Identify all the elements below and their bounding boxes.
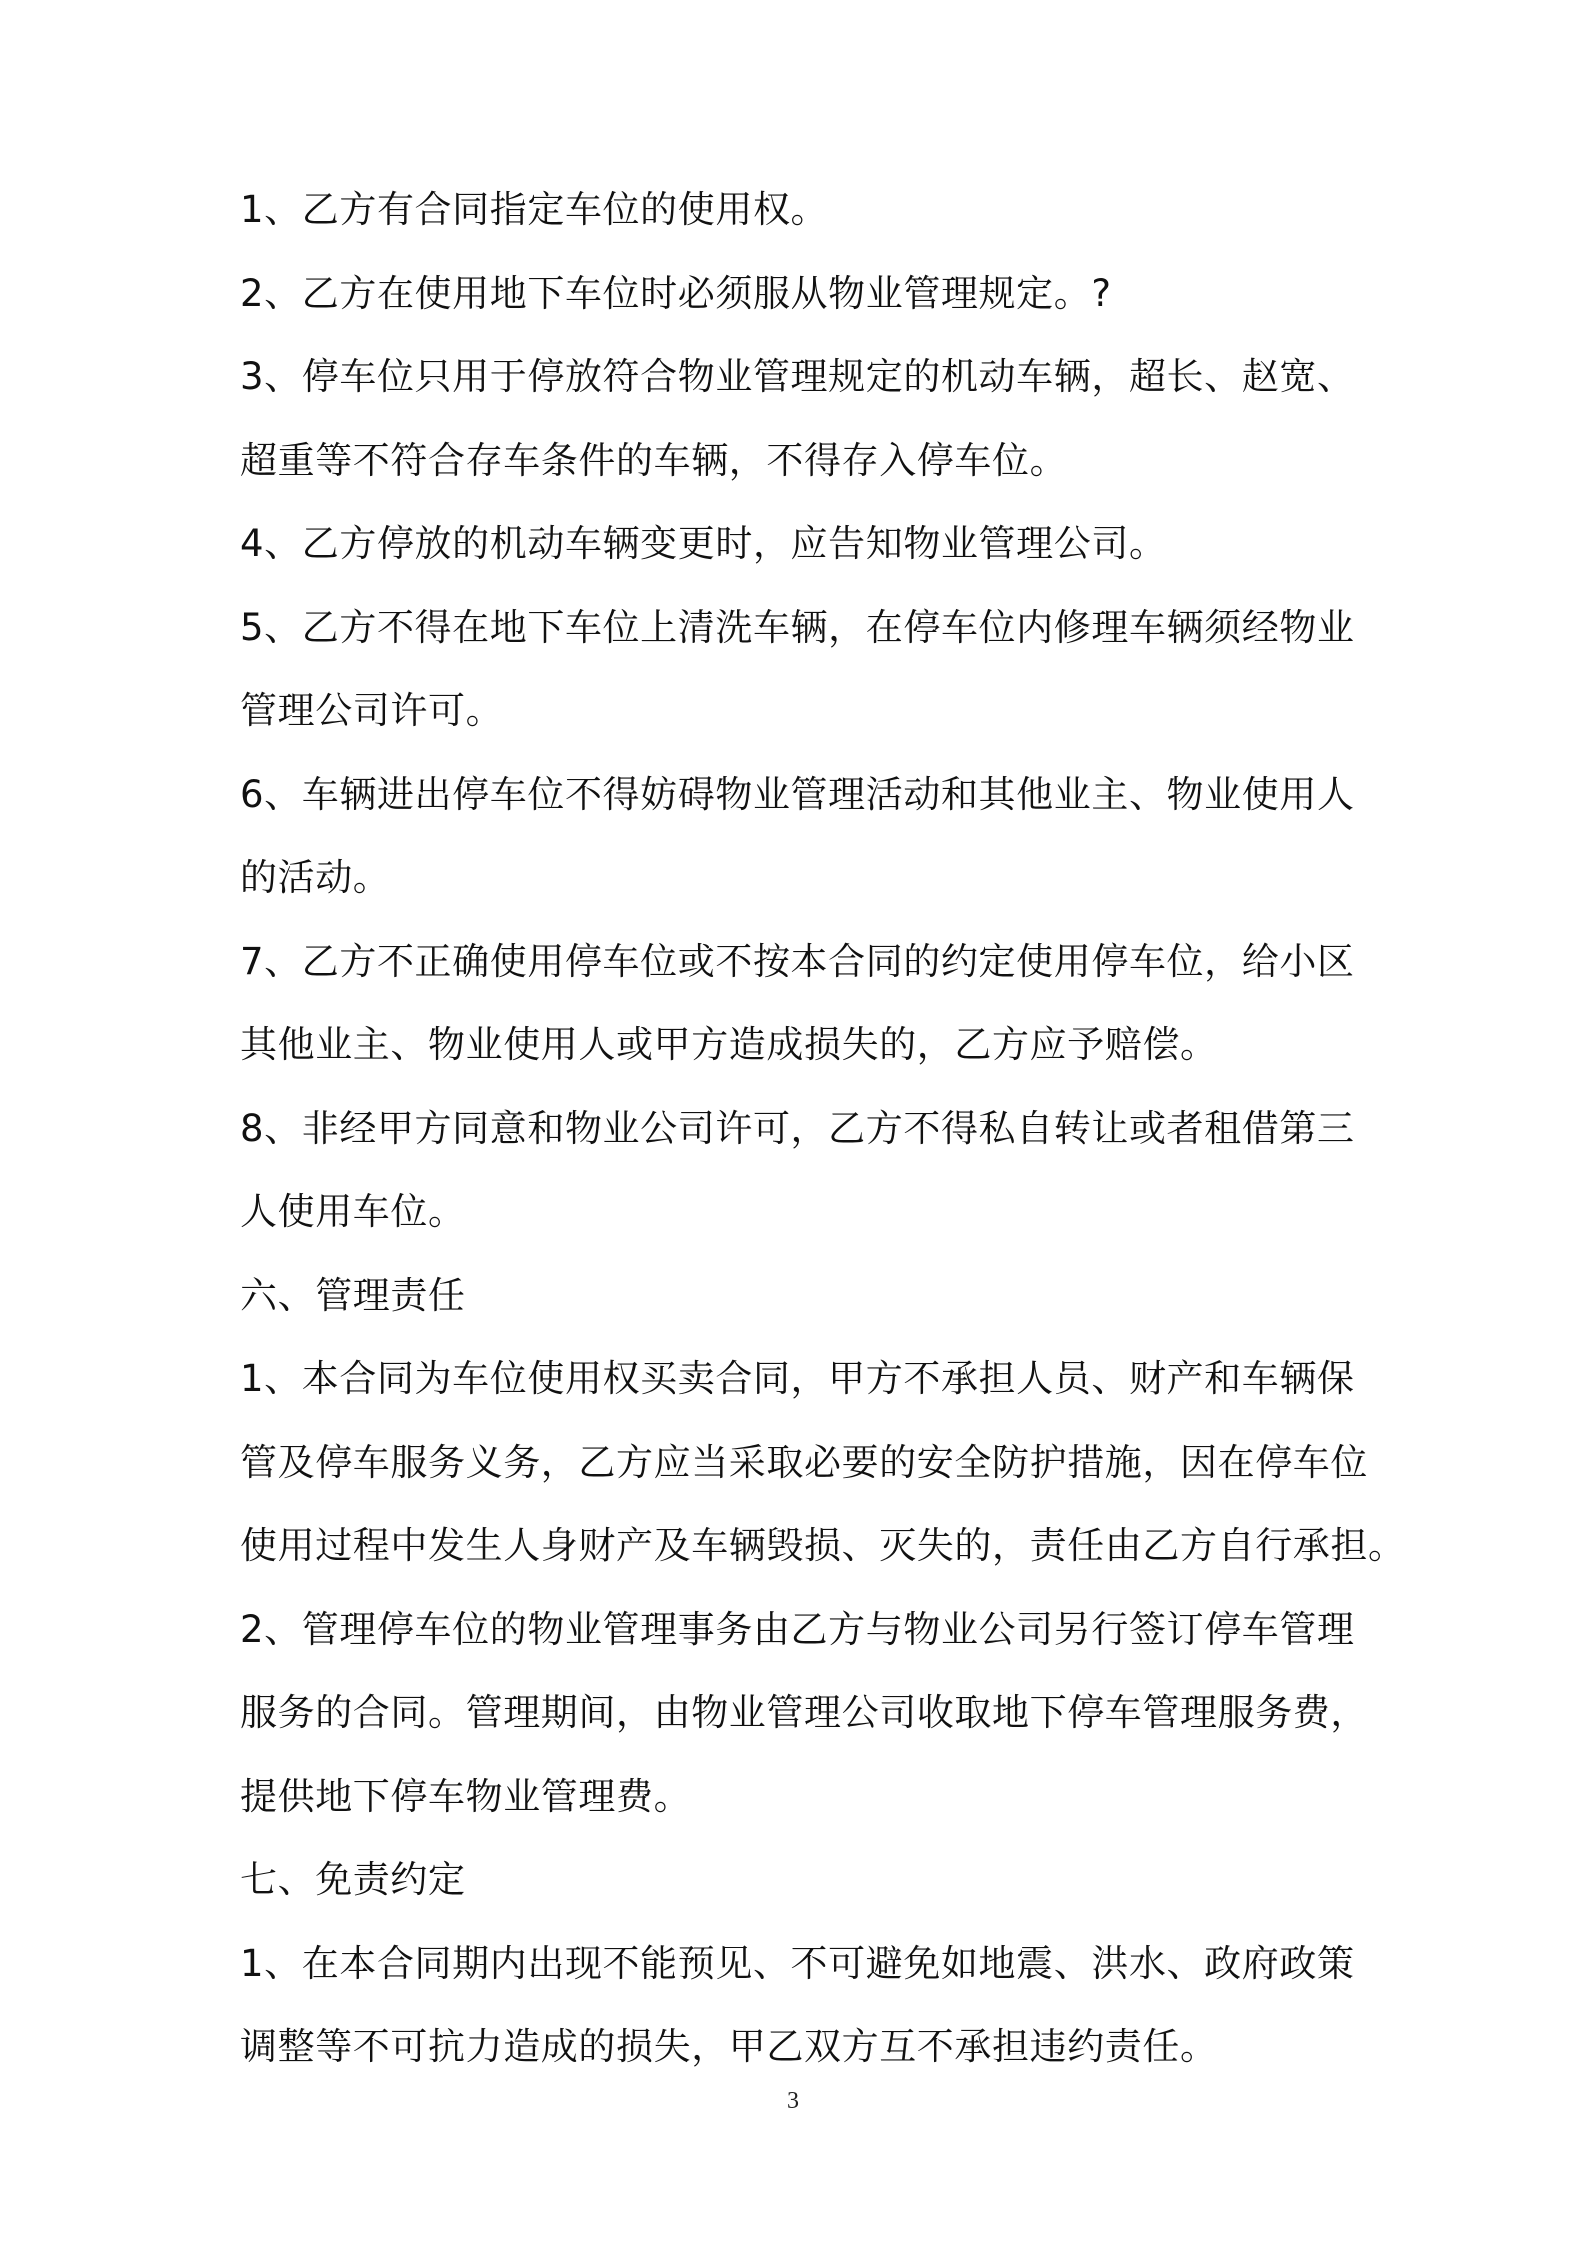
- text-line: 提供地下停车物业管理费。: [240, 1774, 692, 1818]
- page-number: 3: [787, 2088, 799, 2114]
- text-line: 2、乙方在使用地下车位时必须服从物业管理规定。?: [240, 271, 1112, 315]
- text-line: 服务的合同。管理期间，由物业管理公司收取地下停车管理服务费，: [240, 1691, 1368, 1734]
- text-line: 使用过程中发生人身财产及车辆毁损、灭失的，责任由乙方自行承担。: [240, 1524, 1406, 1567]
- text-line: 人使用车位。: [240, 1190, 466, 1233]
- text-line: 5、乙方不得在地下车位上清洗车辆，在停车位内修理车辆须经物业: [240, 605, 1355, 649]
- text-line: 1、本合同为车位使用权买卖合同，甲方不承担人员、财产和车辆保: [240, 1357, 1355, 1400]
- text-line: 7、乙方不正确使用停车位或不按本合同的约定使用停车位，给小区: [240, 939, 1355, 983]
- section-heading: 六、管理责任: [240, 1273, 466, 1317]
- text-line: 8、非经甲方同意和物业公司许可，乙方不得私自转让或者租借第三: [240, 1106, 1355, 1150]
- text-line: 管及停车服务义务，乙方应当采取必要的安全防护措施，因在停车位: [240, 1440, 1368, 1484]
- document-body: [240, 168, 1406, 2089]
- text-line: 管理公司许可。: [240, 689, 504, 732]
- text-line: 调整等不可抗力造成的损失，甲乙双方互不承担违约责任。: [240, 2025, 1218, 2068]
- text-line: 1、乙方有合同指定车位的使用权。: [240, 188, 829, 231]
- text-line: 4、乙方停放的机动车辆变更时，应告知物业管理公司。: [240, 522, 1167, 565]
- text-line: 的活动。: [240, 856, 391, 899]
- text-line: 3、停车位只用于停放符合物业管理规定的机动车辆，超长、赵宽、: [240, 355, 1355, 398]
- text-line: 其他业主、物业使用人或甲方造成损失的，乙方应予赔偿。: [240, 1023, 1218, 1066]
- text-line: 1、在本合同期内出现不能预见、不可避免如地震、洪水、政府政策: [240, 1941, 1355, 1985]
- text-line: 6、车辆进出停车位不得妨碍物业管理活动和其他业主、物业使用人: [240, 772, 1355, 816]
- section-heading: 七、免责约定: [240, 1858, 466, 1901]
- text-line: 2、管理停车位的物业管理事务由乙方与物业公司另行签订停车管理: [240, 1607, 1355, 1651]
- text-line: 超重等不符合存车条件的车辆，不得存入停车位。: [240, 438, 1068, 482]
